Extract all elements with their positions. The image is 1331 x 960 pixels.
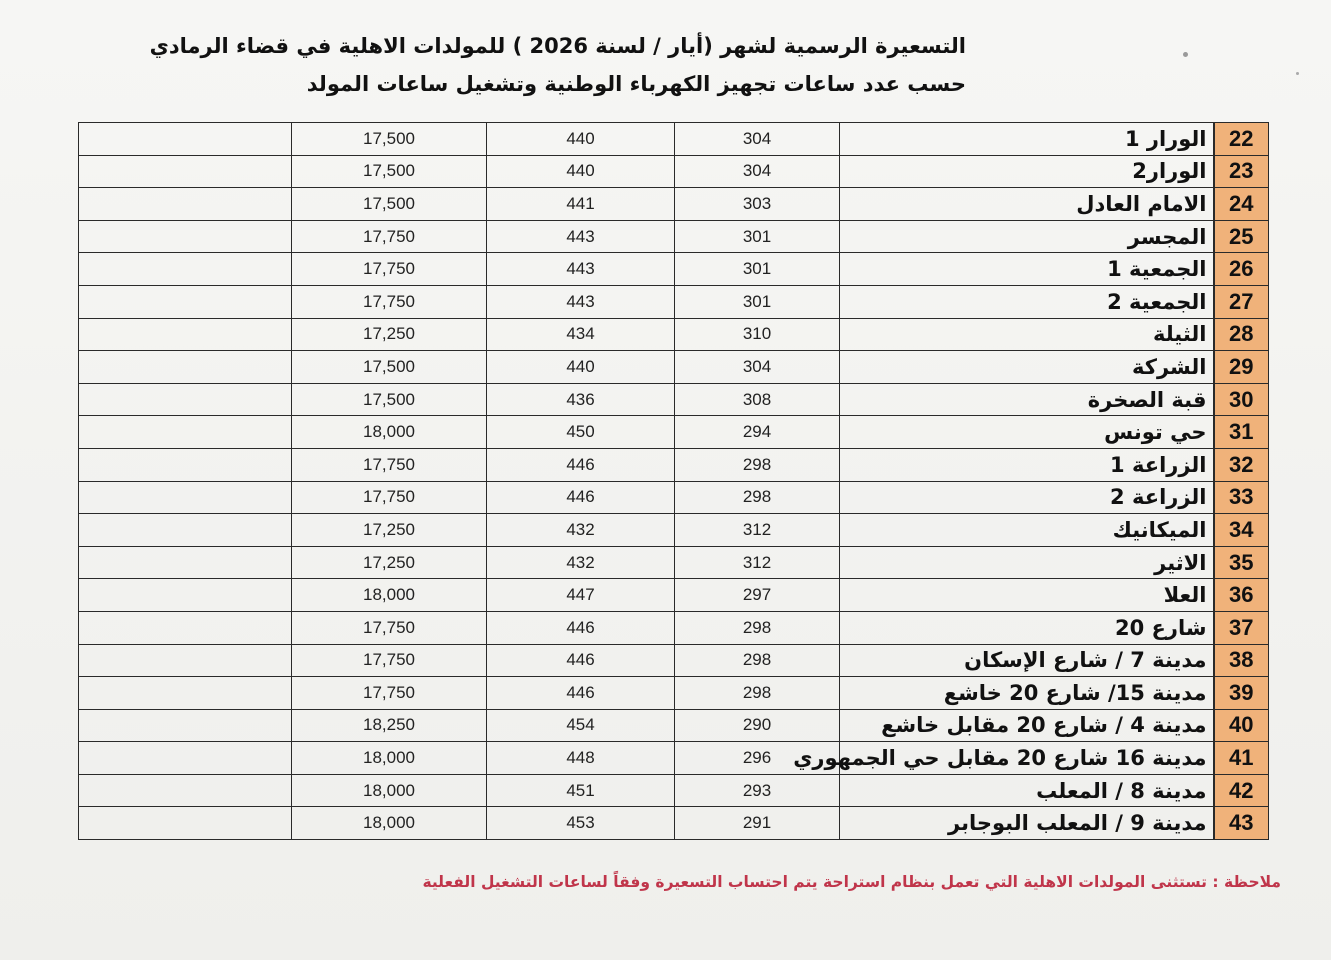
table-row — [79, 709, 1269, 742]
blank-cell — [79, 677, 292, 710]
paper-speck — [1183, 52, 1188, 57]
row-number-cell: 28 — [1214, 318, 1269, 351]
table-row — [79, 644, 1269, 677]
row-number-cell: 35 — [1214, 546, 1269, 579]
value-b-cell: 432 — [487, 546, 675, 579]
value-b-cell: 443 — [487, 253, 675, 286]
value-a-cell: 297 — [675, 579, 840, 612]
price-cell: 17,500 — [292, 188, 487, 221]
value-a-cell: 296 — [675, 742, 840, 775]
value-a-cell: 301 — [675, 220, 840, 253]
pricing-table-body — [79, 123, 1269, 840]
value-b-cell: 446 — [487, 644, 675, 677]
value-b-cell: 441 — [487, 188, 675, 221]
document-title: التسعيرة الرسمية لشهر (أيار / لسنة 2026 ) للمولدات الاهلية في قضاء الرمادي — [149, 34, 966, 58]
value-b-cell: 436 — [487, 383, 675, 416]
blank-cell — [79, 448, 292, 481]
blank-cell — [79, 383, 292, 416]
price-cell: 17,250 — [292, 514, 487, 547]
area-name-cell: مدينة 16 شارع 20 مقابل حي الجمهوري — [840, 742, 1214, 775]
value-a-cell: 304 — [675, 155, 840, 188]
price-cell: 17,750 — [292, 285, 487, 318]
blank-cell — [79, 481, 292, 514]
value-a-cell: 301 — [675, 253, 840, 286]
area-name-cell: الجمعية 2 — [840, 285, 1214, 318]
price-cell: 17,750 — [292, 220, 487, 253]
price-cell: 18,000 — [292, 742, 487, 775]
value-b-cell: 434 — [487, 318, 675, 351]
value-b-cell: 446 — [487, 611, 675, 644]
area-name-cell: مدينة 8 / المعلب — [840, 774, 1214, 807]
price-cell: 17,250 — [292, 546, 487, 579]
area-name-cell: المجسر — [840, 220, 1214, 253]
blank-cell — [79, 579, 292, 612]
table-row — [79, 807, 1269, 840]
paper-speck — [1296, 72, 1299, 75]
row-number-cell: 25 — [1214, 220, 1269, 253]
row-number-cell: 23 — [1214, 155, 1269, 188]
price-cell: 17,500 — [292, 383, 487, 416]
blank-cell — [79, 285, 292, 318]
row-number-cell: 32 — [1214, 448, 1269, 481]
price-cell: 17,750 — [292, 611, 487, 644]
price-cell: 18,250 — [292, 709, 487, 742]
table-row — [79, 514, 1269, 547]
value-a-cell: 304 — [675, 123, 840, 156]
value-b-cell: 453 — [487, 807, 675, 840]
area-name-cell: قبة الصخرة — [840, 383, 1214, 416]
area-name-cell: الامام العادل — [840, 188, 1214, 221]
area-name-cell: مدينة 7 / شارع الإسكان — [840, 644, 1214, 677]
row-number-cell: 24 — [1214, 188, 1269, 221]
price-cell: 17,750 — [292, 677, 487, 710]
value-b-cell: 446 — [487, 448, 675, 481]
table-row — [79, 774, 1269, 807]
blank-cell — [79, 709, 292, 742]
value-a-cell: 301 — [675, 285, 840, 318]
value-b-cell: 446 — [487, 481, 675, 514]
row-number-cell: 37 — [1214, 611, 1269, 644]
value-b-cell: 446 — [487, 677, 675, 710]
area-name-cell: الزراعة 2 — [840, 481, 1214, 514]
row-number-cell: 27 — [1214, 285, 1269, 318]
row-number-cell: 33 — [1214, 481, 1269, 514]
table-row — [79, 253, 1269, 286]
area-name-cell: شارع 20 — [840, 611, 1214, 644]
price-cell: 17,500 — [292, 123, 487, 156]
price-cell: 18,000 — [292, 416, 487, 449]
row-number-cell: 42 — [1214, 774, 1269, 807]
blank-cell — [79, 611, 292, 644]
row-number-cell: 36 — [1214, 579, 1269, 612]
value-a-cell: 304 — [675, 351, 840, 384]
table-row — [79, 481, 1269, 514]
row-number-cell: 29 — [1214, 351, 1269, 384]
area-name-cell: مدينة 15/ شارع 20 خاشع — [840, 677, 1214, 710]
area-name-cell: حي تونس — [840, 416, 1214, 449]
area-name-cell: الورار2 — [840, 155, 1214, 188]
table-row — [79, 677, 1269, 710]
table-row — [79, 579, 1269, 612]
value-b-cell: 451 — [487, 774, 675, 807]
value-b-cell: 454 — [487, 709, 675, 742]
area-name-cell: الاثير — [840, 546, 1214, 579]
price-cell: 17,750 — [292, 644, 487, 677]
blank-cell — [79, 416, 292, 449]
table-row — [79, 285, 1269, 318]
value-a-cell: 290 — [675, 709, 840, 742]
value-a-cell: 308 — [675, 383, 840, 416]
document-subtitle: حسب عدد ساعات تجهيز الكهرباء الوطنية وتشغيل ساعات المولد — [306, 72, 966, 96]
value-b-cell: 447 — [487, 579, 675, 612]
price-cell: 18,000 — [292, 774, 487, 807]
value-b-cell: 440 — [487, 351, 675, 384]
area-name-cell: الميكانيك — [840, 514, 1214, 547]
table-row — [79, 351, 1269, 384]
row-number-cell: 26 — [1214, 253, 1269, 286]
value-a-cell: 294 — [675, 416, 840, 449]
blank-cell — [79, 220, 292, 253]
table-row — [79, 155, 1269, 188]
row-number-cell: 22 — [1214, 123, 1269, 156]
table-row — [79, 611, 1269, 644]
row-number-cell: 43 — [1214, 807, 1269, 840]
area-name-cell: الثيلة — [840, 318, 1214, 351]
price-cell: 17,750 — [292, 253, 487, 286]
table-row — [79, 220, 1269, 253]
blank-cell — [79, 253, 292, 286]
value-a-cell: 298 — [675, 677, 840, 710]
blank-cell — [79, 774, 292, 807]
row-number-cell: 34 — [1214, 514, 1269, 547]
row-number-cell: 31 — [1214, 416, 1269, 449]
value-b-cell: 448 — [487, 742, 675, 775]
row-number-cell: 40 — [1214, 709, 1269, 742]
price-cell: 18,000 — [292, 807, 487, 840]
price-cell: 17,750 — [292, 448, 487, 481]
table-row — [79, 742, 1269, 775]
table-row — [79, 416, 1269, 449]
area-name-cell: الشركة — [840, 351, 1214, 384]
blank-cell — [79, 123, 292, 156]
table-row — [79, 448, 1269, 481]
value-a-cell: 298 — [675, 611, 840, 644]
value-a-cell: 312 — [675, 514, 840, 547]
blank-cell — [79, 546, 292, 579]
blank-cell — [79, 351, 292, 384]
table-row — [79, 318, 1269, 351]
blank-cell — [79, 742, 292, 775]
value-a-cell: 303 — [675, 188, 840, 221]
table-row — [79, 188, 1269, 221]
price-cell: 17,500 — [292, 351, 487, 384]
price-cell: 17,750 — [292, 481, 487, 514]
table-row — [79, 383, 1269, 416]
pricing-table — [78, 122, 1269, 840]
value-a-cell: 293 — [675, 774, 840, 807]
area-name-cell: العلا — [840, 579, 1214, 612]
area-name-cell: مدينة 9 / المعلب البوجابر — [840, 807, 1214, 840]
area-name-cell: الزراعة 1 — [840, 448, 1214, 481]
value-b-cell: 443 — [487, 220, 675, 253]
blank-cell — [79, 318, 292, 351]
table-row — [79, 123, 1269, 156]
table-row — [79, 546, 1269, 579]
value-a-cell: 291 — [675, 807, 840, 840]
area-name-cell: الورار 1 — [840, 123, 1214, 156]
value-b-cell: 450 — [487, 416, 675, 449]
value-a-cell: 310 — [675, 318, 840, 351]
value-a-cell: 298 — [675, 644, 840, 677]
blank-cell — [79, 514, 292, 547]
price-cell: 17,250 — [292, 318, 487, 351]
area-name-cell: الجمعية 1 — [840, 253, 1214, 286]
footnote: ملاحظة : تستثنى المولدات الاهلية التي تعمل بنظام استراحة يتم احتساب التسعيرة وفقاً لساعات التشغيل الفعلية — [422, 873, 1281, 891]
price-cell: 17,500 — [292, 155, 487, 188]
blank-cell — [79, 807, 292, 840]
value-a-cell: 298 — [675, 448, 840, 481]
price-cell: 18,000 — [292, 579, 487, 612]
row-number-cell: 41 — [1214, 742, 1269, 775]
row-number-cell: 30 — [1214, 383, 1269, 416]
blank-cell — [79, 155, 292, 188]
value-b-cell: 440 — [487, 123, 675, 156]
area-name-cell: مدينة 4 / شارع 20 مقابل خاشع — [840, 709, 1214, 742]
value-a-cell: 298 — [675, 481, 840, 514]
blank-cell — [79, 644, 292, 677]
value-a-cell: 312 — [675, 546, 840, 579]
blank-cell — [79, 188, 292, 221]
value-b-cell: 443 — [487, 285, 675, 318]
row-number-cell: 39 — [1214, 677, 1269, 710]
value-b-cell: 432 — [487, 514, 675, 547]
value-b-cell: 440 — [487, 155, 675, 188]
row-number-cell: 38 — [1214, 644, 1269, 677]
